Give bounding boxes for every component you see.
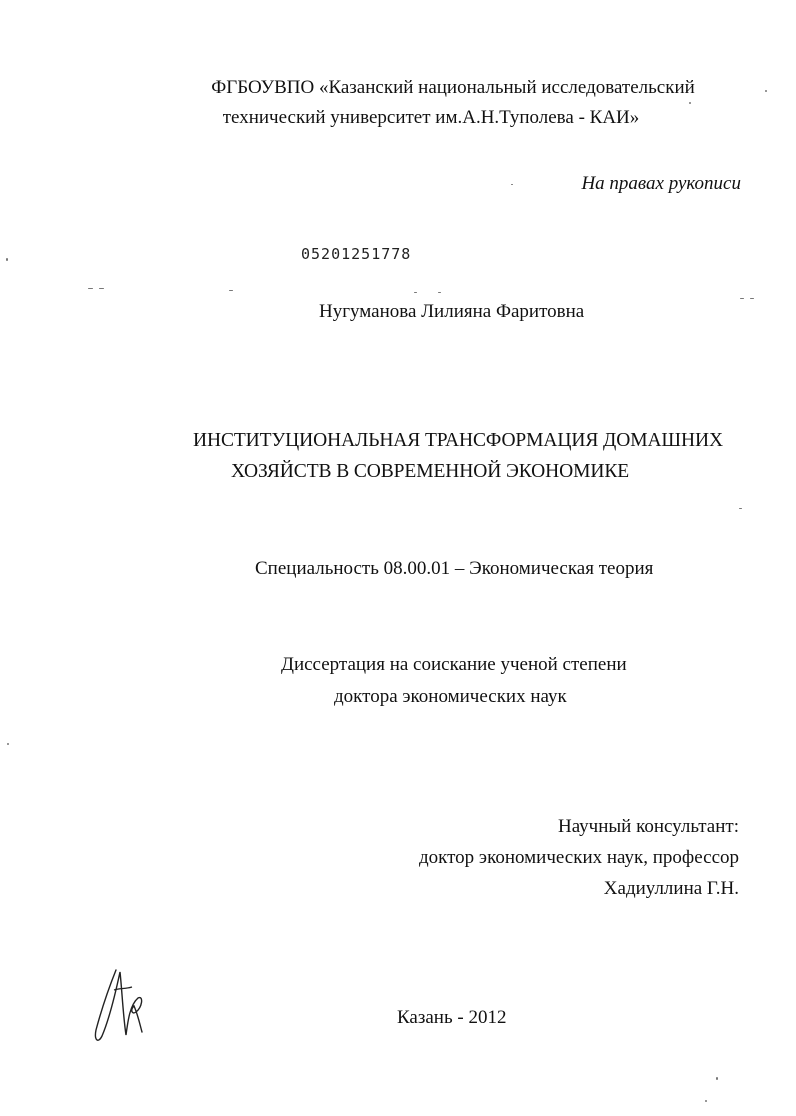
degree-line-1: Диссертация на соискание ученой степени	[281, 654, 627, 675]
scan-speck	[438, 292, 441, 293]
scan-speck	[750, 298, 754, 299]
scan-speck	[689, 102, 691, 104]
scan-speck	[229, 290, 233, 291]
institution-line-2: технический университет им.А.Н.Туполева - КАИ»	[222, 107, 640, 128]
handwritten-signature	[86, 960, 156, 1050]
dissertation-title-line-2: ХОЗЯЙСТВ В СОВРЕМЕННОЙ ЭКОНОМИКЕ	[231, 461, 630, 482]
scan-speck	[414, 292, 417, 293]
scan-speck	[716, 1077, 718, 1080]
consultant-name: Хадиуллина Г.Н.	[603, 878, 739, 899]
specialty: Специальность 08.00.01 – Экономическая теория	[255, 558, 654, 579]
dissertation-title-line-1: ИНСТИТУЦИОНАЛЬНАЯ ТРАНСФОРМАЦИЯ ДОМАШНИХ	[193, 430, 723, 451]
scan-speck	[765, 90, 767, 92]
scan-speck	[6, 258, 8, 261]
scan-speck	[88, 288, 93, 289]
registration-code: 05201251778	[301, 245, 412, 263]
scan-speck	[740, 298, 744, 299]
scan-speck	[705, 1100, 707, 1102]
institution-line-1: ФГБОУВПО «Казанский национальный исследовательский	[211, 77, 695, 98]
consultant-credentials: доктор экономических наук, профессор	[418, 847, 739, 868]
place-year: Казань - 2012	[397, 1007, 507, 1028]
consultant-label: Научный консультант:	[557, 816, 739, 837]
author-name: Нугуманова Лилияна Фаритовна	[319, 301, 585, 322]
scan-speck	[739, 508, 742, 509]
scan-speck	[511, 184, 513, 185]
scan-speck	[7, 743, 9, 745]
degree-line-2: доктора экономических наук	[334, 686, 567, 707]
scan-speck	[99, 288, 104, 289]
manuscript-note: На правах рукописи	[581, 173, 741, 194]
